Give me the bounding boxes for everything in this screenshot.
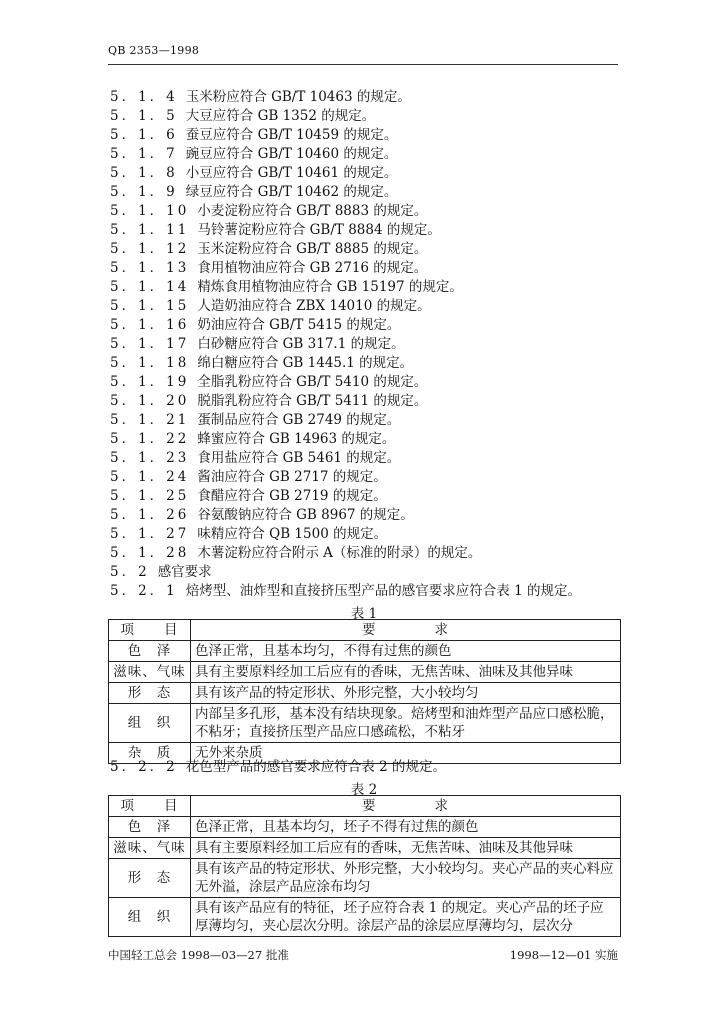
clause-text: 食醋应符合 GB 2719 的规定。 [197, 488, 387, 504]
item-cell: 滋味、气味 [109, 838, 191, 859]
clause-text: 花色型产品的感官要求应符合表 2 的规定。 [185, 759, 446, 775]
clause-number: 5．2．2 [110, 759, 178, 775]
clause-text: 谷氨酸钠应符合 GB 8967 的规定。 [197, 507, 414, 523]
table-row [109, 817, 621, 838]
clause-text: 全脂乳粉应符合 GB/T 5410 的规定。 [197, 374, 428, 390]
clause-number: 5．1．23 [110, 450, 190, 466]
clause-number: 5．1．6 [110, 127, 178, 143]
clause [110, 335, 620, 354]
clause-number: 5．1．22 [110, 431, 190, 447]
clause-text: 白砂糖应符合 GB 317.1 的规定。 [197, 336, 405, 352]
clause-number: 5．1．16 [110, 317, 190, 333]
header-cell: 要 求 [191, 796, 621, 817]
clause [110, 449, 620, 468]
clause-number: 5．1．4 [110, 89, 178, 105]
clause-number: 5．1．11 [110, 222, 190, 238]
requirement-cell: 无外来杂质 [191, 743, 621, 764]
table-row [109, 838, 621, 859]
clause-number: 5．1．25 [110, 488, 190, 504]
clause [110, 544, 620, 563]
clause [110, 259, 620, 278]
header-cell: 要 求 [191, 620, 621, 641]
clause [110, 202, 620, 221]
requirement-cell: 具有主要原料经加工后应有的香味，无焦苦味、油味及其他异味 [191, 662, 621, 683]
clause [110, 525, 620, 544]
clause [110, 468, 620, 487]
clause [110, 164, 620, 183]
clause-text: 脱脂乳粉应符合 GB/T 5411 的规定。 [197, 393, 428, 409]
table-row [109, 683, 621, 704]
clause [110, 354, 620, 373]
table-row [109, 859, 621, 898]
table-row [109, 662, 621, 683]
clause-number: 5．1．26 [110, 507, 190, 523]
clause [110, 240, 620, 259]
sensory-table-1 [108, 619, 621, 764]
table-header-row [109, 796, 621, 817]
item-cell: 杂 质 [109, 743, 191, 764]
header-rule [108, 64, 618, 65]
clause [110, 430, 620, 449]
clause [110, 297, 620, 316]
clause-text: 木薯淀粉应符合附示 A（标准的附录）的规定。 [197, 545, 482, 561]
approval-note: 中国轻工总会 1998—03—27 批准 [108, 948, 289, 962]
clause-number: 5．1．17 [110, 336, 190, 352]
requirement-cell: 具有该产品的特定形状、外形完整，大小较均匀 [191, 683, 621, 704]
table-row [109, 704, 621, 743]
clause-number: 5．1．24 [110, 469, 190, 485]
clause-number: 5．1．9 [110, 184, 178, 200]
clause-text: 蛋制品应符合 GB 2749 的规定。 [197, 412, 401, 428]
item-cell: 形 态 [109, 683, 191, 704]
clause-text: 绿豆应符合 GB/T 10462 的规定。 [185, 184, 398, 200]
clause [110, 758, 446, 777]
clause [110, 373, 620, 392]
clause-number: 5．1．8 [110, 165, 178, 181]
clause-number: 5．1．28 [110, 545, 190, 561]
requirement-cell: 具有主要原料经加工后应有的香味，无焦苦味、油味及其他异味 [191, 838, 621, 859]
standard-code: QB 2353—1998 [108, 44, 200, 57]
clause [110, 278, 620, 297]
table-caption: 表 1 [350, 606, 378, 622]
item-cell: 形 态 [109, 859, 191, 898]
item-cell: 组 织 [109, 704, 191, 743]
clause-number: 5．1．21 [110, 412, 190, 428]
clause-text: 精炼食用植物油应符合 GB 15197 的规定。 [197, 279, 463, 295]
item-cell: 组 织 [109, 898, 191, 937]
clause-text: 奶油应符合 GB/T 5415 的规定。 [197, 317, 401, 333]
header-cell: 项 目 [109, 796, 191, 817]
item-cell: 滋味、气味 [109, 662, 191, 683]
clause [110, 126, 620, 145]
clause-text: 焙烤型、油炸型和直接挤压型产品的感官要求应符合表 1 的规定。 [185, 583, 581, 599]
clause-text: 豌豆应符合 GB/T 10460 的规定。 [185, 146, 398, 162]
clause-text: 酱油应符合 GB 2717 的规定。 [197, 469, 387, 485]
table-header-row [109, 620, 621, 641]
clause-number: 5．1．14 [110, 279, 190, 295]
header-cell: 项 目 [109, 620, 191, 641]
clause [110, 582, 620, 601]
clause [110, 88, 620, 107]
requirement-cell: 色泽正常，且基本均匀，坯子不得有过焦的颜色 [191, 817, 621, 838]
clause-list [110, 88, 620, 601]
table-row [109, 898, 621, 937]
sensory-table-2 [108, 795, 621, 937]
clause-text: 蚕豆应符合 GB/T 10459 的规定。 [185, 127, 398, 143]
clause-number: 5．1．18 [110, 355, 190, 371]
clause-number: 5．2 [110, 564, 150, 580]
clause-text: 玉米粉应符合 GB/T 10463 的规定。 [185, 89, 411, 105]
clause-text: 绵白糖应符合 GB 1445.1 的规定。 [197, 355, 414, 371]
requirement-cell: 具有该产品应有的特征，坯子应符合表 1 的规定。夹心产品的坯子应厚薄均匀，夹心层次分明。涂层产品的涂层应厚薄均匀，层次分 [191, 898, 621, 937]
requirement-cell: 内部呈多孔形，基本没有结块现象。焙烤型和油炸型产品应口感松脆，不粘牙；直接挤压型产品应口感疏松，不粘牙 [191, 704, 621, 743]
clause-number: 5．1．27 [110, 526, 190, 542]
clause [110, 392, 620, 411]
clause [110, 487, 620, 506]
clause-text: 食用盐应符合 GB 5461 的规定。 [197, 450, 401, 466]
clause [110, 221, 620, 240]
requirement-cell: 具有该产品的特定形状、外形完整，大小较均匀。夹心产品的夹心料应无外溢，涂层产品应涂布均匀 [191, 859, 621, 898]
requirement-cell: 色泽正常，且基本均匀，不得有过焦的颜色 [191, 641, 621, 662]
table-caption: 表 2 [350, 782, 378, 798]
clause-number: 5．1．7 [110, 146, 178, 162]
clause-text: 感官要求 [157, 564, 212, 580]
clause [110, 506, 620, 525]
clause-number: 5．1．5 [110, 108, 178, 124]
clause [110, 107, 620, 126]
clause-text: 小豆应符合 GB/T 10461 的规定。 [185, 165, 398, 181]
clause-number: 5．1．10 [110, 203, 190, 219]
clause [110, 411, 620, 430]
clause-number: 5．1．12 [110, 241, 190, 257]
clause [110, 316, 620, 335]
clause-number: 5．1．19 [110, 374, 190, 390]
clause-number: 5．1．15 [110, 298, 190, 314]
clause-text: 食用植物油应符合 GB 2716 的规定。 [197, 260, 428, 276]
clause [110, 145, 620, 164]
clause-number: 5．2．1 [110, 583, 178, 599]
clause-text: 蜂蜜应符合 GB 14963 的规定。 [197, 431, 396, 447]
clause-text: 味精应符合 QB 1500 的规定。 [197, 526, 388, 542]
clause-text: 马铃薯淀粉应符合 GB/T 8884 的规定。 [197, 222, 441, 238]
item-cell: 色 泽 [109, 641, 191, 662]
section-heading [110, 563, 620, 582]
clause-text: 大豆应符合 GB 1352 的规定。 [185, 108, 376, 124]
clause-text: 小麦淀粉应符合 GB/T 8883 的规定。 [197, 203, 428, 219]
table-row [109, 641, 621, 662]
item-cell: 色 泽 [109, 817, 191, 838]
clause-text: 玉米淀粉应符合 GB/T 8885 的规定。 [197, 241, 428, 257]
clause-number: 5．1．20 [110, 393, 190, 409]
clause-text: 人造奶油应符合 ZBX 14010 的规定。 [197, 298, 431, 314]
clause [110, 183, 620, 202]
effective-date: 1998—12—01 实施 [509, 948, 618, 962]
clause-number: 5．1．13 [110, 260, 190, 276]
